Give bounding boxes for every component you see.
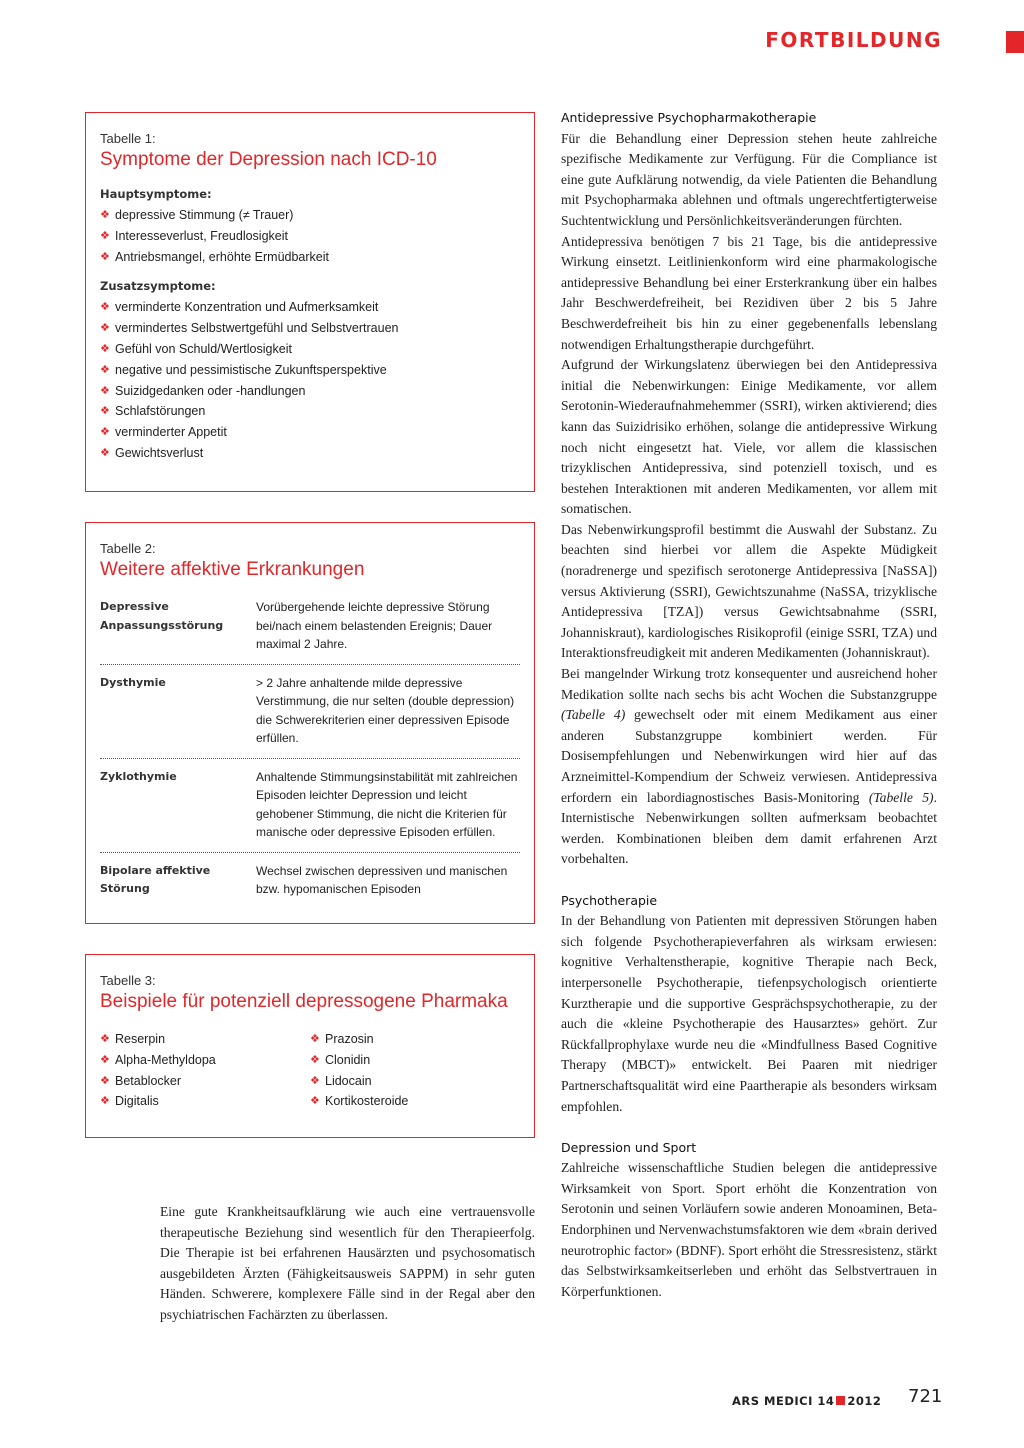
table-reference: (Tabelle 4) [561,707,626,723]
list-item: ❖ Gewichtsverlust [100,443,520,464]
row-description: Vorübergehende leichte depressive Störung bei/nach einem belastenden Ereignis; Dauer maximal 2 Jahre. [256,600,493,651]
diamond-bullet-icon: ❖ [100,1074,110,1087]
row-term: Depressive Anpassungsstörung [100,600,224,632]
table-2 [85,522,535,924]
list-item: ❖ Suizidgedanken oder -handlungen [100,381,520,402]
table-2-label: Tabelle 2: [100,541,156,556]
paragraph: Das Nebenwirkungsprofil bestimmt die Auswahl der Substanz. Zu beachten sind hierbei vor allem die Aspekte Müdigkeit (noradrenerge und spezifisch serotonerge Antidepressiva [NaSSA]) versus Aktivierung (SSRI), Gewichtszunahme (NaSSA, trizyklische Antidepressiva [TZA]) versus Gewichtsabnahme (SSRI, Johanniskraut), kardiologisches Risikoprofil (einige SSRI, TZA) und Interaktionsfreudigkeit mit anderen Medikamenten (Johanniskraut). [561,521,937,661]
list-item: ❖ negative und pessimistische Zukunftsperspektive [100,360,520,381]
footer-square-icon [836,1396,845,1405]
section-label: FORTBILDUNG [765,28,942,52]
magazine-year: 2012 [847,1394,882,1408]
main-symptoms-heading: Hauptsymptome: [100,187,212,201]
diamond-bullet-icon: ❖ [100,1033,110,1045]
list-item: ❖ Reserpin [100,1029,310,1050]
diamond-bullet-icon: ❖ [100,322,110,335]
heading-psychotherapy: Psychotherapie [561,892,658,908]
paragraph: Zahlreiche wissenschaftliche Studien belegen die antidepressive Wirksamkeit von Sport. Sport erhöht die Konzentration von Serotonin und seinen Vorläufern sowie anderen Monoaminen, Beta-Endorphinen und Nervenwachstumsfaktoren wie dem «brain derived neurotrophic factor» (BDNF). Sport erhöht die Stressresistenz, stärkt das Selbstwirksamkeitserleben und erhöht das Selbstvertrauen in Körperfunktionen. [561,1160,937,1299]
diamond-bullet-icon: ❖ [310,1074,320,1087]
spacer [561,870,937,891]
pharmaka-list-right [310,1029,520,1112]
list-item: ❖ Antriebsmangel, erhöhte Ermüdbarkeit [100,247,520,268]
list-item: ❖ Schlafstörungen [100,401,520,422]
list-item: ❖ verminderte Konzentration und Aufmerksamkeit [100,297,520,318]
table-1-label: Tabelle 1: [100,131,156,146]
list-item: ❖ verminderter Appetit [100,422,520,443]
diamond-bullet-icon: ❖ [100,250,110,263]
paragraph: In der Behandlung von Patienten mit depressiven Störungen haben sich folgende Psychotherapieverfahren als wirksam erwiesen: kognitive Verhaltenstherapie, kognitive Therapie nach Beck, interpersonelle Psychotherapie, tiefenpsychologisch orientierte Kurztherapie und die supportive Gesprächspsychotherapie, zu der auch die «kleine Psychotherapie des Hausarztes» gehört. Zur Rückfallprophylaxe wurde neu die «Mindfullness Based Cognitive Therapy (MBCT)» entwickelt. Bei Paaren mit niedriger Partnerschaftsqualität wird eine Paartherapie als besonders wirksam empfohlen. [561,913,937,1114]
diamond-bullet-icon: ❖ [100,1095,110,1108]
diamond-bullet-icon: ❖ [100,426,110,439]
row-description: > 2 Jahre anhaltende milde depressive Verstimmung, die nur selten (double depression) die Schwerekriterien einer depressiven Episode erfüllen. [256,675,515,745]
diamond-bullet-icon: ❖ [100,363,110,376]
diamond-bullet-icon: ❖ [100,446,110,459]
extra-symptoms-heading: Zusatzsymptome: [100,279,216,294]
diamond-bullet-icon: ❖ [100,405,110,418]
table-3-title: Beispiele für potenziell depressogene Pharmaka [100,991,508,1012]
diamond-bullet-icon: ❖ [100,229,110,242]
list-item: ❖ Alpha-Methyldopa [100,1050,310,1071]
extra-symptoms-list [100,297,520,463]
diamond-bullet-icon: ❖ [310,1033,320,1045]
paragraph: Bei mangelnder Wirkung trotz konsequenter und ausreichend hoher Medikation sollte nach sechs bis acht Wochen die Substanzgruppe (Tabelle 4) gewechselt oder mit einem Medikament aus einer anderen Substanzgruppe kombiniert werden. Für Dosisempfehlungen und Nebenwirkungen wird hier auf das Arzneimittel-Kompendium der Schweiz verwiesen. Antidepressiva erfordern ein labordiagnostisches Basis-Monitoring (Tabelle 5). Internistische Nebenwirkungen sollten aufmerksam beobachtet werden. Kombinationen bleiben dem damit erfahrenen Arzt vorbehalten. [561,666,937,867]
list-item: ❖ Kortikosteroide [310,1091,520,1112]
list-item: ❖ Gefühl von Schuld/Wertlosigkeit [100,339,520,360]
table-row [100,589,520,665]
table-2-rows [100,589,520,909]
list-item: ❖ depressive Stimmung (≠ Trauer) [100,205,520,226]
diamond-bullet-icon: ❖ [310,1095,320,1108]
list-item: ❖ Betablocker [100,1071,310,1092]
table-row [100,759,520,853]
table-1 [85,112,535,492]
diamond-bullet-icon: ❖ [100,342,110,355]
list-item: ❖ Clonidin [310,1050,520,1071]
table-reference: (Tabelle 5) [868,789,934,805]
paragraph: Für die Behandlung einer Depression stehen heute zahlreiche spezifische Medikamente zur Verfügung. Für die Compliance ist eine gute Aufklärung notwendig, da viele Patienten die Behandlung mit Psychopharmaka ablehnen und oftmals ungerechtfertigterweise Suchtentwicklung und Persönlichkeitsveränderungen fürchten. [561,130,937,228]
table-row [100,853,520,909]
table-3-label: Tabelle 3: [100,973,156,988]
diamond-bullet-icon: ❖ [100,384,110,397]
table-3 [85,954,535,1138]
heading-sport: Depression und Sport [561,1139,697,1155]
table-row [100,665,520,759]
diamond-bullet-icon: ❖ [100,301,110,314]
row-term: Zyklothymie [100,769,177,783]
row-description: Wechsel zwischen depressiven und manischen bzw. hypomanischen Episoden [256,863,508,896]
spacer [561,1117,937,1138]
intro-paragraph: Eine gute Krankheitsaufklärung wie auch eine vertrauensvolle therapeutische Beziehung sind wesentlich für den Therapieerfolg. Die Therapie ist bei erfahrenen Hausärzten und psychosomatisch ausgebildeten Ärzten (Fähigkeitsausweis SAPPM) in sehr guten Händen. Schwerere, komplexere Fälle sind in der Regal aber den psychiatrischen Fachärzten zu überlassen. [160,1204,535,1322]
pharmaka-list-left [100,1029,310,1112]
table-2-title: Weitere affektive Erkrankungen [100,559,365,580]
list-item: ❖ Digitalis [100,1091,310,1112]
heading-pharmacotherapy: Antidepressive Psychopharmakotherapie [561,110,817,125]
diamond-bullet-icon: ❖ [310,1053,320,1066]
left-body-text [160,1202,535,1326]
list-item: ❖ Lidocain [310,1071,520,1092]
list-item: ❖ vermindertes Selbstwertgefühl und Selbstvertrauen [100,318,520,339]
right-column [561,108,937,1302]
diamond-bullet-icon: ❖ [100,209,110,221]
footer-magazine [732,1394,881,1408]
list-item: ❖ Prazosin [310,1029,520,1050]
row-description: Anhaltende Stimmungsinstabilität mit zahlreichen Episoden leichter Depression und leicht gehobener Stimmung, die nicht die Kriterien für manische oder depressive Episoden erfüllen. [256,769,518,839]
paragraph: Aufgrund der Wirkungslatenz überwiegen bei den Antidepressiva initial die Nebenwirkungen: Einige Medikamente, vor allem Serotonin-Wiederaufnahmehemmer (SSRI), wirken aktivierend; dies kann das Suizidrisiko erhöhen, solange die antidepressive Wirkung noch nicht eingesetzt hat. Viele, vor allem die klassischen trizyklischen Antidepressiva, sind potenziell toxisch, und es bestehen Interaktionen mit anderen Medikamenten, vor allem mit somatischen. [561,357,937,517]
pharmaka-columns [100,1029,520,1112]
main-symptoms-list [100,205,520,267]
magazine-name: ARS MEDICI 14 [732,1394,835,1408]
paragraph: Antidepressiva benötigen 7 bis 21 Tage, bis die antidepressive Wirkung einsetzt. Leitlinienkonform wird eine pharmakologische antidepressive Behandlung bei einer Ersterkrankung über ein halbes Jahr Beschwerdefreiheit, bei Rezidiven über 2 bis 5 Jahre Beschwerdefreiheit bis hin zu einer gegebenenfalls lebenslang notwendigen Erhaltungstherapie durchgeführt. [561,233,937,352]
table-1-title: Symptome der Depression nach ICD-10 [100,149,437,170]
row-term: Bipolare affektive Störung [100,863,211,895]
row-term: Dysthymie [100,675,166,689]
diamond-bullet-icon: ❖ [100,1053,110,1066]
section-marker [1006,31,1024,53]
list-item: ❖ Interesseverlust, Freudlosigkeit [100,226,520,247]
page-number: 721 [908,1386,943,1407]
